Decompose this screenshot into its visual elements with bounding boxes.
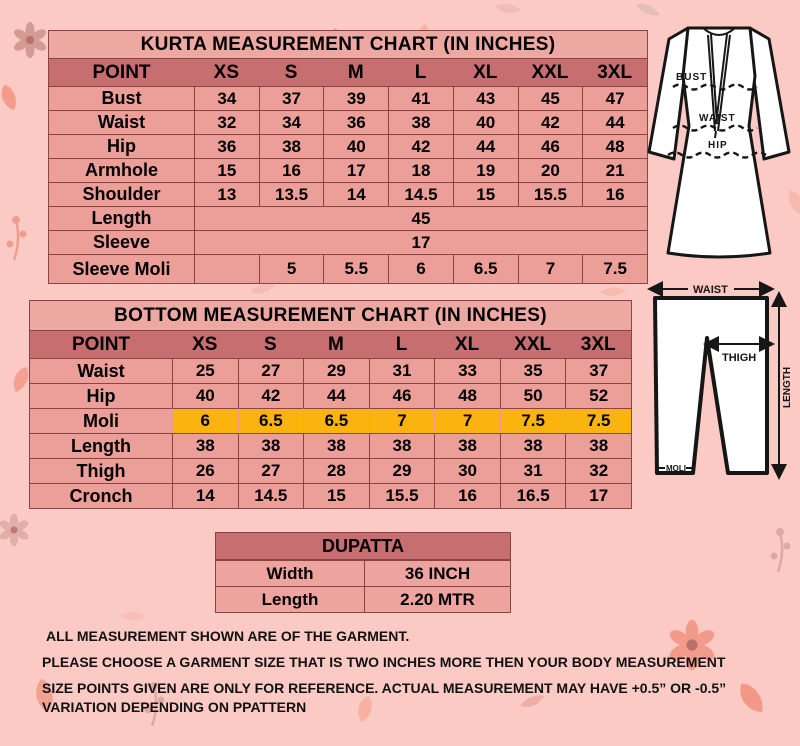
value-cell: 50 [500,383,566,408]
value-cell: 48 [434,383,500,408]
value-cell: 32 [194,110,259,134]
pants-length-label: LENGTH [782,366,793,408]
row-label: Length [216,586,364,612]
value-cell: 14 [323,182,388,206]
value-cell: 37 [259,86,324,110]
value-cell: 42 [518,110,583,134]
column-header: XS [194,59,259,86]
dupatta-table [215,532,511,613]
value-cell: 16 [582,182,647,206]
value-cell: 7 [518,254,583,283]
value-cell: 16 [434,483,500,508]
value-cell: 17 [323,158,388,182]
value-cell: 33 [434,358,500,383]
value-cell: 5.5 [323,254,388,283]
column-header: M [323,59,388,86]
value-cell: 38 [388,110,453,134]
note-line-3: SIZE POINTS GIVEN ARE ONLY FOR REFERENCE. ACTUAL MEASUREMENT MAY HAVE +0.5” OR -0.5” VARIATION DEPENDING ON PPATTERN [42,680,727,715]
bust-label: BUST [676,72,708,83]
value-cell: 47 [582,86,647,110]
bottom-measurement-table [29,300,632,509]
pants-waist-label: WAIST [693,284,728,296]
value-cell: 7.5 [565,408,631,433]
value-cell: 40 [323,134,388,158]
value-cell: 38 [434,433,500,458]
row-label: Moli [30,408,172,433]
value-cell: 29 [303,358,369,383]
value-cell: 36 [194,134,259,158]
hip-label: HIP [708,140,728,151]
value-cell: 5 [259,254,324,283]
row-label: Sleeve [49,230,194,254]
column-header: XXL [518,59,583,86]
value-cell: 36 INCH [364,560,510,586]
column-header: 3XL [582,59,647,86]
value-cell: 42 [238,383,304,408]
value-cell: 28 [303,458,369,483]
value-cell: 44 [582,110,647,134]
kurta-right-sleeve [750,28,789,159]
column-header: XXL [500,331,566,358]
merged-value-cell: 17 [194,230,647,254]
value-cell: 29 [369,458,435,483]
column-header: XS [172,331,238,358]
value-cell: 15.5 [369,483,435,508]
note-line-1: ALL MEASUREMENT SHOWN ARE OF THE GARMENT. [46,628,410,644]
column-header: POINT [30,331,172,358]
row-label: Waist [49,110,194,134]
value-cell: 34 [259,110,324,134]
value-cell: 40 [453,110,518,134]
column-header: L [388,59,453,86]
value-cell: 31 [369,358,435,383]
value-cell: 20 [518,158,583,182]
value-cell: 21 [582,158,647,182]
column-header: S [259,59,324,86]
row-label: Width [216,560,364,586]
value-cell: 36 [323,110,388,134]
value-cell: 30 [434,458,500,483]
value-cell: 27 [238,458,304,483]
kurta-placket-tassel [715,131,716,138]
value-cell: 6.5 [453,254,518,283]
pants-garment-diagram [638,280,800,502]
value-cell: 7.5 [500,408,566,433]
row-label: Hip [30,383,172,408]
pants-outline [655,298,767,473]
bottom-table-grid [30,331,631,508]
column-header: S [238,331,304,358]
waist-label: WAIST [699,113,736,124]
row-label: Shoulder [49,182,194,206]
dupatta-table-title: DUPATTA [216,533,510,560]
value-cell: 38 [565,433,631,458]
column-header: 3XL [565,331,631,358]
value-cell: 35 [500,358,566,383]
bottom-table-title: BOTTOM MEASUREMENT CHART (IN INCHES) [30,301,631,331]
value-cell: 44 [453,134,518,158]
value-cell: 27 [238,358,304,383]
row-label: Thigh [30,458,172,483]
value-cell: 2.20 MTR [364,586,510,612]
row-label: Bust [49,86,194,110]
value-cell: 14.5 [238,483,304,508]
kurta-table-grid [49,59,647,283]
value-cell: 38 [369,433,435,458]
value-cell: 32 [565,458,631,483]
row-label: Length [49,206,194,230]
kurta-left-sleeve [649,28,688,159]
value-cell: 52 [565,383,631,408]
row-label: Length [30,433,172,458]
value-cell: 16.5 [500,483,566,508]
kurta-garment-diagram [643,18,795,270]
value-cell: 18 [388,158,453,182]
value-cell: 41 [388,86,453,110]
value-cell: 37 [565,358,631,383]
value-cell: 44 [303,383,369,408]
value-cell: 16 [259,158,324,182]
column-header: XL [434,331,500,358]
value-cell: 38 [303,433,369,458]
value-cell: 15 [194,158,259,182]
value-cell: 46 [369,383,435,408]
kurta-table-title: KURTA MEASUREMENT CHART (IN INCHES) [49,31,647,59]
column-header: POINT [49,59,194,86]
row-label: Cronch [30,483,172,508]
row-label: Hip [49,134,194,158]
column-header: XL [453,59,518,86]
dupatta-table-grid [216,560,510,612]
column-header: L [369,331,435,358]
value-cell: 13 [194,182,259,206]
note-line-2: PLEASE CHOOSE A GARMENT SIZE THAT IS TWO INCHES MORE THEN YOUR BODY MEASUREMENT [42,654,726,670]
value-cell: 34 [194,86,259,110]
value-cell: 26 [172,458,238,483]
pants-moli-label: MOLI [666,464,686,473]
value-cell: 40 [172,383,238,408]
value-cell: 43 [453,86,518,110]
value-cell: 6.5 [238,408,304,433]
value-cell: 39 [323,86,388,110]
value-cell: 38 [238,433,304,458]
value-cell: 6 [172,408,238,433]
value-cell: 7 [369,408,435,433]
value-cell: 15 [303,483,369,508]
value-cell: 31 [500,458,566,483]
value-cell: 14.5 [388,182,453,206]
value-cell: 38 [172,433,238,458]
value-cell: 7 [434,408,500,433]
kurta-measurement-table [48,30,648,284]
value-cell: 48 [582,134,647,158]
column-header: M [303,331,369,358]
row-label: Sleeve Moli [49,254,194,283]
value-cell: 38 [259,134,324,158]
value-cell: 7.5 [582,254,647,283]
value-cell: 6.5 [303,408,369,433]
value-cell: 15.5 [518,182,583,206]
value-cell: 38 [500,433,566,458]
value-cell [194,254,259,283]
value-cell: 6 [388,254,453,283]
value-cell: 25 [172,358,238,383]
value-cell: 14 [172,483,238,508]
value-cell: 17 [565,483,631,508]
value-cell: 45 [518,86,583,110]
pants-thigh-label: THIGH [722,352,757,364]
row-label: Waist [30,358,172,383]
value-cell: 15 [453,182,518,206]
value-cell: 46 [518,134,583,158]
merged-value-cell: 45 [194,206,647,230]
value-cell: 42 [388,134,453,158]
value-cell: 13.5 [259,182,324,206]
row-label: Armhole [49,158,194,182]
value-cell: 19 [453,158,518,182]
